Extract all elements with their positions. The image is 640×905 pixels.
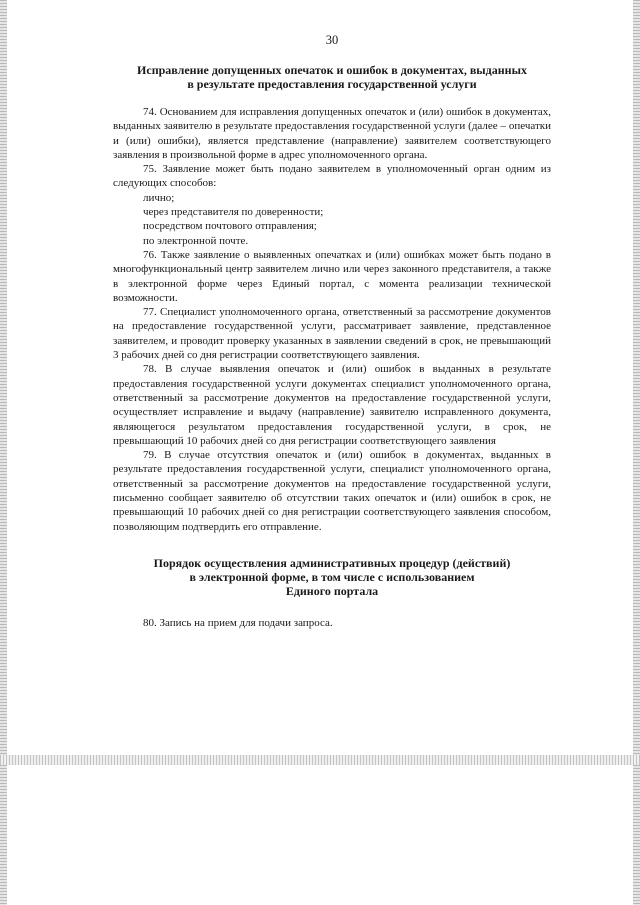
scan-border-bottom xyxy=(0,755,640,765)
paragraph-79: 79. В случае отсутствия опечаток и (или) ошибок в документах, выданных в результате предоставления государственной услуги, специалист уполномоченного органа, ответственный за рассмотрение документов на предоставление государственной услуги, письменно сообщает заявителю об отсутствии таких опечаток и (или) ошибок в срок, не превышающий 10 рабочих дней со дня регистрации соответствующего заявления способом, позволяющим подтвердить его отправление. xyxy=(113,449,551,533)
section-heading-electronic xyxy=(113,556,551,598)
scan-border-right xyxy=(633,0,640,905)
method-item: посредством почтового отправления; xyxy=(143,220,317,233)
document-page xyxy=(113,33,551,630)
paragraph-78: 78. В случае выявления опечаток и (или) ошибок в выданных в результате предоставления государственной услуги документах специалист уполномоченного органа, ответственный за рассмотрение документов на предоставление государственной услуги, осуществляет исправление и выдачу (направление) заявителю исправленного документа, являющегося результатом предоставления государственной услуги, в срок, не превышающий 10 рабочих дней со дня регистрации соответствующего заявления xyxy=(113,363,551,447)
paragraph-74: 74. Основанием для исправления допущенных опечаток и (или) ошибок в документах, выданных заявителю в результате предоставления государственной услуги (далее – опечатки и (или) ошибки), является представление (направление) заявителем соответствующего заявления в произвольной форме в адрес уполномоченного органа. xyxy=(113,106,551,161)
paragraph-76: 76. Также заявление о выявленных опечатках и (или) ошибках может быть подано в многофункциональный центр заявителем лично или через законного представителя, а также в электронной форме через Единый портал, с момента реализации технической возможности. xyxy=(113,248,551,304)
paragraph-80: 80. Запись на прием для подачи запроса. xyxy=(143,616,333,629)
paragraph-75: 75. Заявление может быть подано заявителем в уполномоченный орган одним из следующих способов: xyxy=(113,163,551,190)
section-heading-corrections xyxy=(113,63,551,91)
paragraph-77: 77. Специалист уполномоченного органа, ответственный за рассмотрение документов на предоставление государственной услуги, рассматривает заявление, представленное заявителем, и проводит проверку указанных в заявлении сведений в срок, не превышающий 3 рабочих дней со дня регистрации соответствующего заявления. xyxy=(113,306,551,362)
heading-line: Исправление допущенных опечаток и ошибок в документах, выданных xyxy=(137,63,527,77)
method-item: по электронной почте. xyxy=(143,234,249,247)
heading-line: в результате предоставления государственной услуги xyxy=(187,77,477,91)
scan-border-left xyxy=(0,0,7,905)
heading-line: в электронной форме, в том числе с использованием xyxy=(189,569,475,584)
method-item: лично; xyxy=(143,191,175,204)
heading-line: Единого портала xyxy=(285,583,379,598)
heading-line: Порядок осуществления административных процедур (действий) xyxy=(153,555,511,570)
page-number: 30 xyxy=(325,33,339,47)
method-item: через представителя по доверенности; xyxy=(143,206,324,219)
